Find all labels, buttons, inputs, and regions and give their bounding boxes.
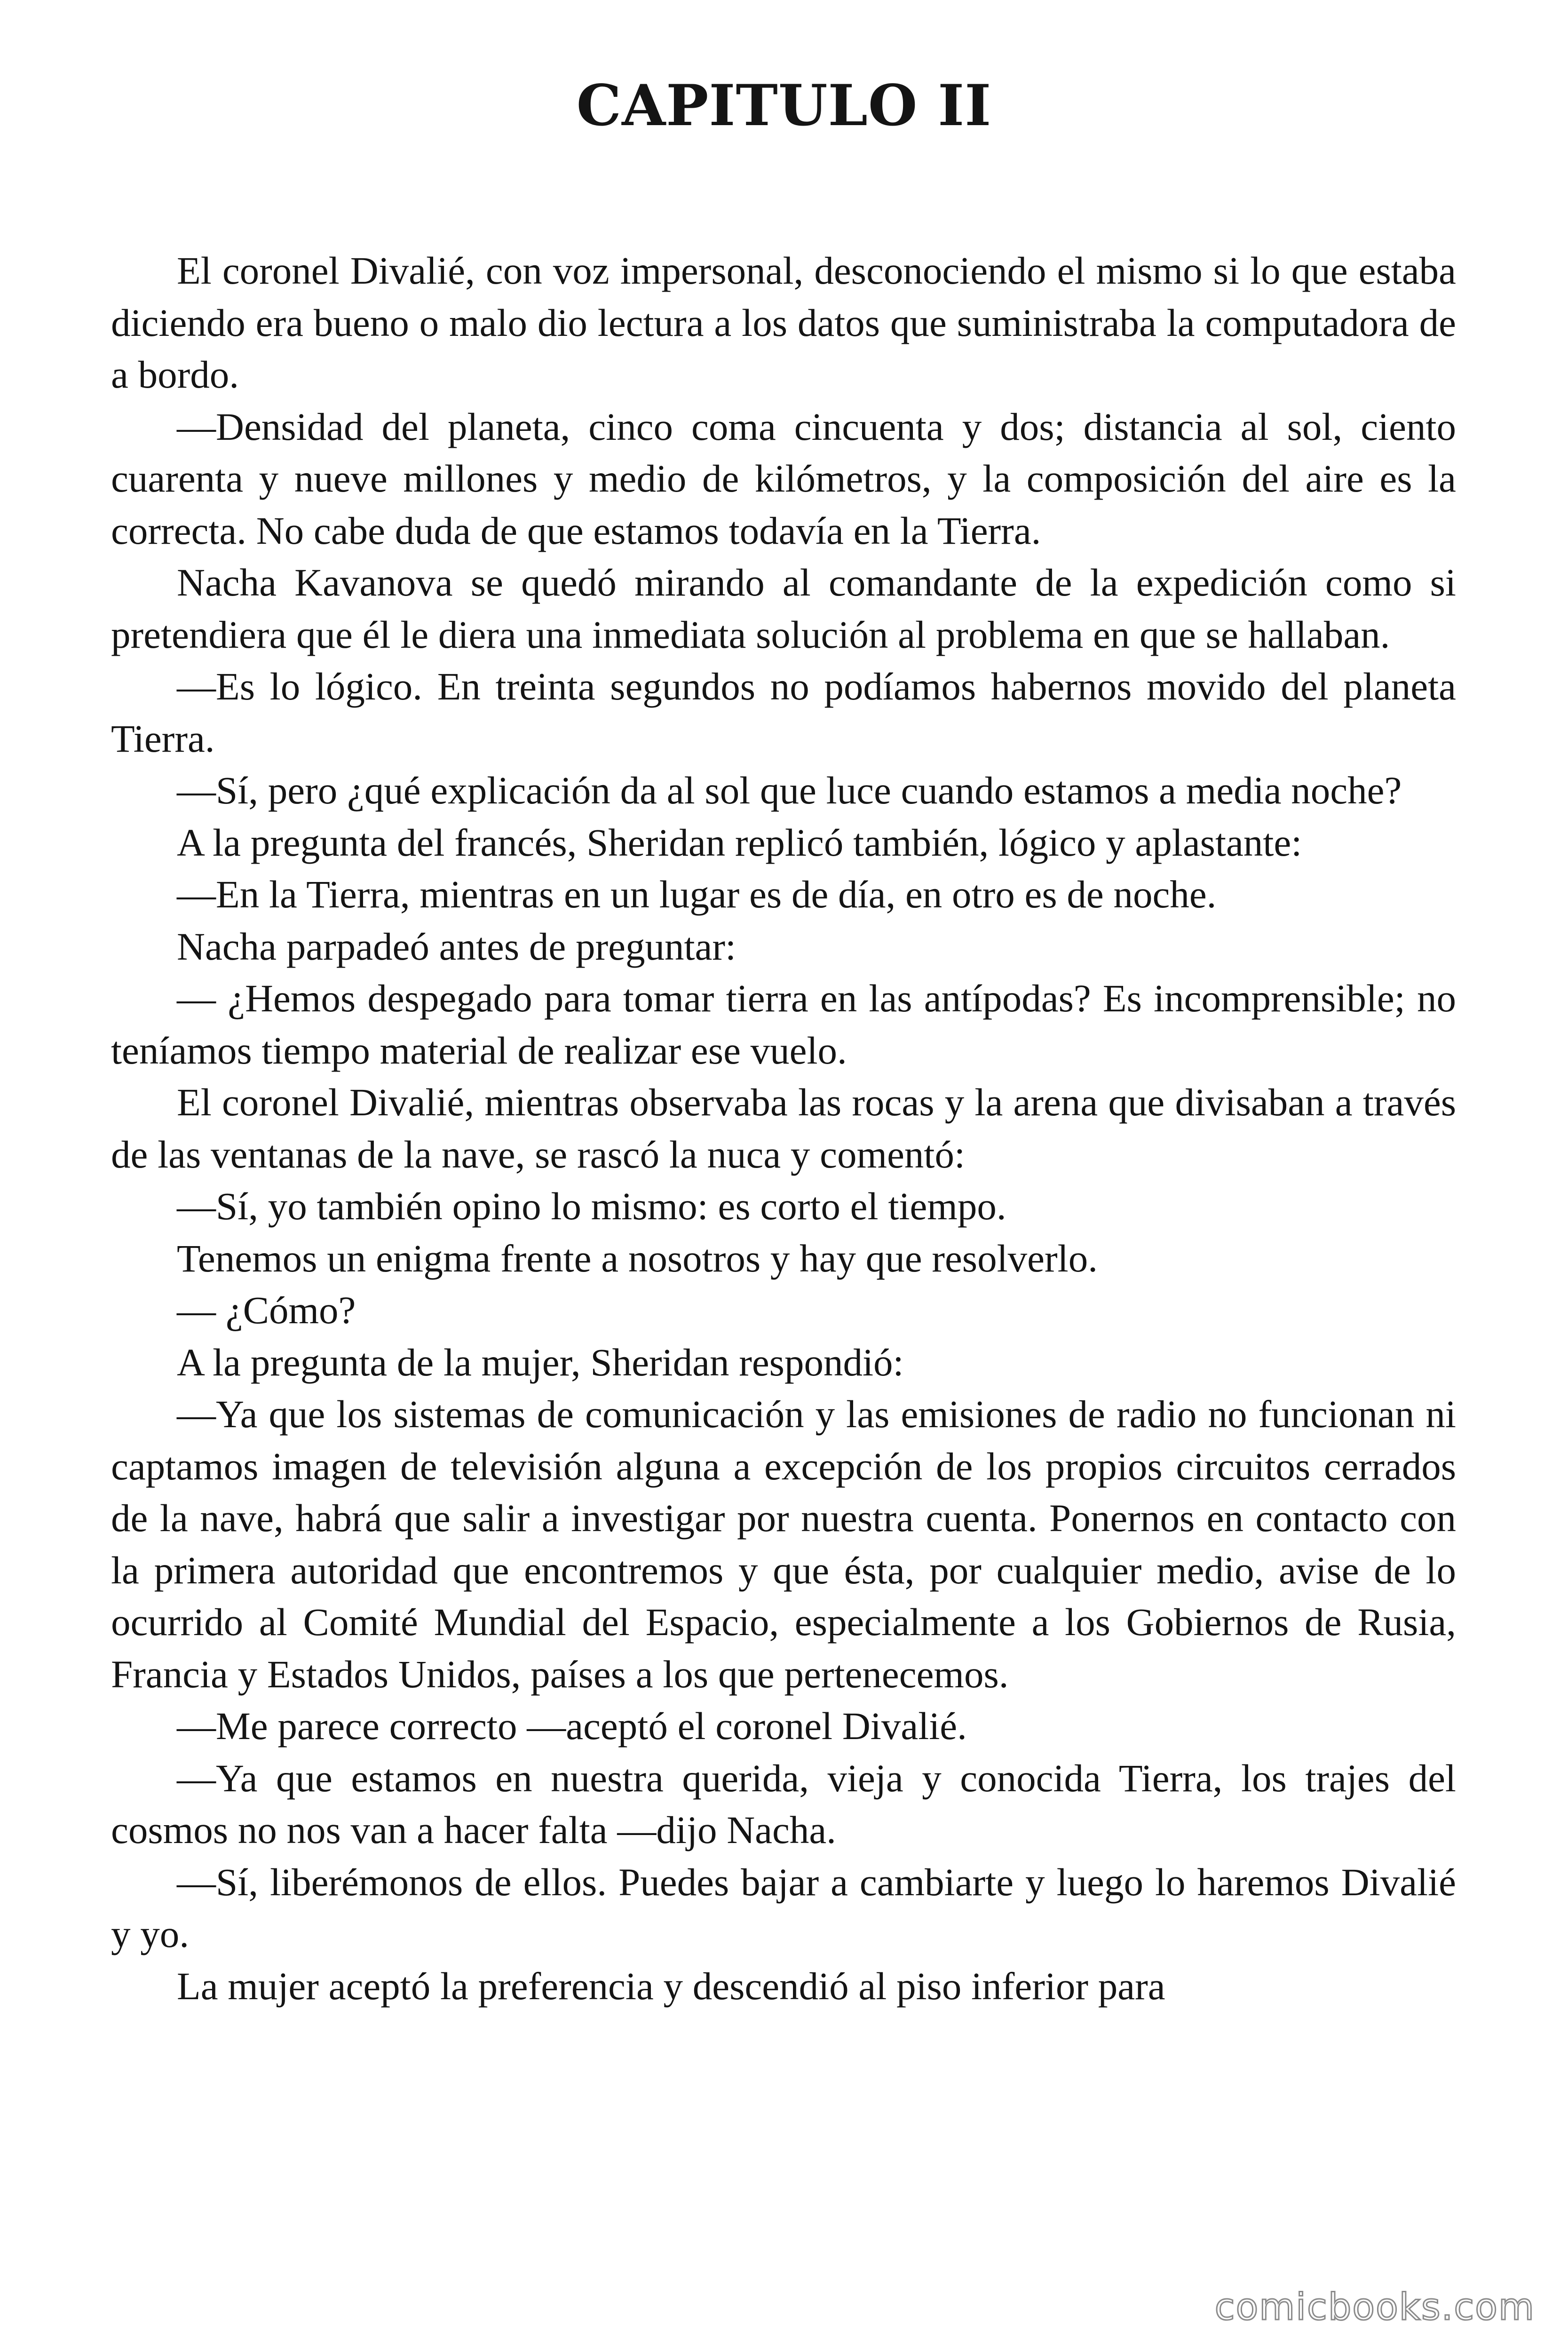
paragraph: —Ya que los sistemas de comunicación y las emisiones de radio no funcionan ni captamos imagen de televisión alguna a excepción de los propios circuitos cerrados de la nave, habrá que salir a investigar por nuestra cuenta. Ponernos en contacto con la primera autoridad que encontremos y que ésta, por cualquier medio, avise de lo ocurrido al Comité Mundial del Espacio, especialmente a los Gobiernos de Rusia, Francia y Estados Unidos, países a los que pertenecemos.	[111, 1392, 1456, 1696]
paragraph: —Ya que estamos en nuestra querida, vieja y conocida Tierra, los trajes del cosmos no nos van a hacer falta —dijo Nacha.	[111, 1756, 1456, 1851]
watermark: comicbooks.com	[1214, 2286, 1535, 2328]
chapter-text	[111, 245, 1456, 2012]
paragraph: El coronel Divalié, mientras observaba las rocas y la arena que divisaban a través de las ventanas de la nave, se rascó la nuca y comentó:	[111, 1081, 1456, 1176]
paragraph: — ¿Hemos despegado para tomar tierra en las antípodas? Es incomprensible; no teníamos tiempo material de realizar ese vuelo.	[111, 977, 1456, 1072]
paragraph: —Me parece correcto —aceptó el coronel Divalié.	[177, 1704, 967, 1748]
paragraph: A la pregunta de la mujer, Sheridan respondió:	[177, 1340, 904, 1384]
paragraph: —Sí, yo también opino lo mismo: es corto el tiempo.	[177, 1184, 1006, 1228]
paragraph: Nacha Kavanova se quedó mirando al comandante de la expedición como si pretendiera que él le diera una inmediata solución al problema en que se hallaban.	[111, 561, 1456, 656]
chapter-title: CAPITULO II	[576, 72, 992, 139]
paragraph: A la pregunta del francés, Sheridan replicó también, lógico y aplastante:	[177, 820, 1302, 864]
paragraph: —Es lo lógico. En treinta segundos no podíamos habernos movido del planeta Tierra.	[111, 665, 1456, 760]
paragraph: La mujer aceptó la preferencia y descendió al piso inferior para	[177, 1964, 1165, 2008]
paragraph: —Sí, pero ¿qué explicación da al sol que luce cuando estamos a media noche?	[177, 769, 1402, 812]
paragraph: Tenemos un enigma frente a nosotros y hay que resolverlo.	[177, 1236, 1098, 1280]
paragraph: El coronel Divalié, con voz impersonal, desconociendo el mismo si lo que estaba diciendo era bueno o malo dio lectura a los datos que suministraba la computadora de a bordo.	[111, 249, 1456, 396]
paragraph: —Densidad del planeta, cinco coma cincuenta y dos; distancia al sol, ciento cuarenta y nueve millones y medio de kilómetros, y la composición del aire es la correcta. No cabe duda de que estamos todavía en la Tierra.	[111, 405, 1456, 552]
paragraph: —En la Tierra, mientras en un lugar es de día, en otro es de noche.	[177, 873, 1217, 916]
paragraph: Nacha parpadeó antes de preguntar:	[177, 924, 736, 968]
paragraph: —Sí, liberémonos de ellos. Puedes bajar a cambiarte y luego lo haremos Divalié y yo.	[111, 1860, 1456, 1955]
paragraph: — ¿Cómo?	[177, 1288, 356, 1332]
